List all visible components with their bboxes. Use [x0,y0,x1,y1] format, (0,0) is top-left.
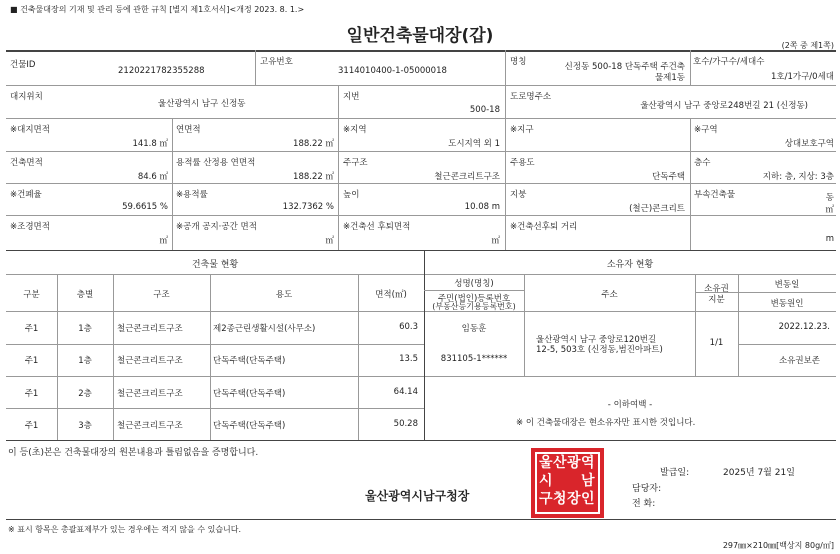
col-divider [338,118,339,250]
owner-change-reason: 소유권보존 [778,356,820,366]
section-divider [6,250,836,251]
owner-notice: ※ 이 건축물대장은 현소유자만 표시한 것입니다. [516,418,696,428]
area-label: ※구역 [694,125,718,135]
building-id-label: 건물ID [10,60,36,70]
row-divider [6,311,836,312]
public-space-label: ※공개 공지·공간 면적 [176,222,257,232]
col-divider [505,50,506,85]
cell-use: 단독주택(단독주택) [213,421,286,431]
owner-share: 1/1 [709,338,724,348]
col-change-reason: 변동원인 [770,299,804,309]
row-divider [424,290,524,291]
floors-value: 지하: 층, 지상: 3층 [762,172,834,182]
owner-address-line2: 12-5, 503호 (신정동,범진아파트) [536,345,663,355]
paper-size: 297㎜×210㎜[백상지 80g/㎡] [722,541,834,550]
row-divider [738,344,836,345]
setback-area-label: ※건축선 후퇴면적 [343,222,411,232]
blank-note: - 이하여백 - [607,400,653,410]
main-use-value: 단독주택 [652,172,685,182]
cell-floor: 3층 [78,421,92,431]
top-border [6,50,836,52]
owner-reg-no: 831105-1****** [440,354,508,364]
col-divider [338,85,339,118]
cell-structure: 철근콘크리트구조 [117,421,183,431]
zone-label: ※지역 [343,125,367,135]
annex-label: 부속건축물 [694,190,736,200]
landscape-unit: ㎡ [159,236,168,246]
cell-use: 단독주택(단독주택) [213,356,286,366]
row-divider [6,118,836,119]
bottom-border [6,519,836,520]
issuer-name: 울산광역시남구청장 [365,489,470,503]
land-area-label: ※대지면적 [10,125,50,135]
cell-floor: 1층 [78,324,92,334]
cell-area: 60.3 [399,322,418,332]
col-use: 용도 [275,290,293,300]
building-area-label: 건축면적 [10,158,43,168]
cell-division: 주1 [24,356,39,366]
owner-status-heading: 소유자 현황 [606,260,654,270]
row-divider [6,376,836,377]
site-location-label: 대지위치 [10,92,43,102]
name-label: 명칭 [510,57,527,67]
owner-change-date: 2022.12.23. [778,322,830,332]
col-divider [505,118,506,250]
setback-distance-label: ※건축선후퇴 거리 [510,222,578,232]
building-status-heading: 건축물 현황 [191,260,239,270]
floor-area-label: 연면적 [176,125,201,135]
bottom-note: ※ 표시 항목은 총괄표제부가 있는 경우에는 적지 않을 수 있습니다. [8,525,242,534]
col-divider [255,50,256,85]
far-label: ※용적률 [176,190,208,200]
cell-structure: 철근콘크리트구조 [117,324,183,334]
cell-division: 주1 [24,389,39,399]
cell-area: 50.28 [393,419,418,429]
col-area: 면적(㎡) [375,290,407,300]
owner-name: 임동훈 [461,324,487,334]
col-divider [172,118,173,250]
row-divider [6,215,836,216]
phone-label: 전 화: [632,499,656,509]
building-area-value: 84.6 ㎡ [137,172,168,182]
row-divider [6,151,836,152]
name-value-line2: 물제1동 [654,73,685,83]
building-id-value: 2120221782355288 [118,66,205,76]
roof-value: (철근)콘크리트 [629,204,685,214]
col-owner-name: 성명(명칭) [454,279,494,289]
official-seal: 울 산 광 역 시 남 구 청 장 인 [531,448,604,518]
land-area-value: 141.8 ㎡ [132,139,168,149]
issue-date-value: 2025년 7월 21일 [723,468,795,478]
person-in-charge-label: 담당자: [632,484,662,494]
name-value-line1: 신정동 500-18 단독주택 주건축 [564,62,685,72]
road-address-label: 도로명주소 [510,92,552,102]
col-owner-regno: 주민(법인)등록번호 [437,294,511,304]
col-structure: 구조 [153,290,170,300]
row-divider [6,408,424,409]
main-structure-label: 주구조 [343,158,368,168]
cell-use: 제2종근린생활시설(사무소) [213,324,316,334]
landscape-label: ※조경면적 [10,222,50,232]
cell-area: 64.14 [393,387,418,397]
bcr-value: 59.6615 % [122,202,168,212]
row-divider [6,183,836,184]
table-bottom [6,440,836,441]
cell-structure: 철근콘크리트구조 [117,356,183,366]
owner-address-line1: 울산광역시 남구 중앙로120번길 [536,335,657,345]
page-note: (2쪽 중 제1쪽) [781,41,834,50]
cell-use: 단독주택(단독주택) [213,389,286,399]
height-value: 10.08 m [464,202,500,212]
issue-date-label: 발급일: [660,468,690,478]
certification-text: 이 등(초)본은 건축물대장의 원본내용과 틀림없음을 증명합니다. [8,448,259,458]
cell-division: 주1 [24,324,39,334]
cell-division: 주1 [24,421,39,431]
col-address: 주소 [601,290,618,300]
cell-structure: 철근콘크리트구조 [117,389,183,399]
units-label: 호수/가구수/세대수 [693,57,765,67]
setback-distance-unit: m [825,234,834,244]
units-value: 1호/1가구/0세대 [770,72,834,82]
unique-no-label: 고유번호 [260,57,293,67]
col-divider [505,85,506,118]
col-share-2: 지분 [708,295,725,305]
annex-area-unit: ㎡ [825,205,834,215]
col-change-date: 변동일 [774,280,800,290]
col-floor: 층별 [76,290,94,300]
cell-floor: 1층 [78,356,92,366]
floor-area-value: 188.22 ㎡ [293,139,334,149]
main-structure-value: 철근콘크리트구조 [434,172,500,182]
public-space-unit: ㎡ [325,236,334,246]
floors-label: 층수 [694,158,711,168]
far-floor-area-label: 용적률 산정용 연면적 [176,158,256,168]
district-label: ※지구 [510,125,534,135]
main-use-label: 주용도 [510,158,535,168]
row-divider [6,274,836,275]
unique-no-value: 3114010400-1-05000018 [338,66,447,76]
col-division: 구분 [23,290,40,300]
area-value: 상대보호구역 [784,139,834,149]
col-divider [690,50,691,85]
document-title: 일반건축물대장(갑) [346,26,494,46]
site-location-value: 울산광역시 남구 신정동 [158,99,246,109]
roof-label: 지붕 [510,190,527,200]
lot-value: 500-18 [469,105,500,115]
col-divider [690,118,691,250]
cell-floor: 2층 [78,389,92,399]
col-share: 소유권 [704,284,729,294]
col-owner-regno-sub: (부동산등기용등록번호) [432,302,516,311]
height-label: 높이 [343,190,360,200]
row-divider [6,344,424,345]
row-divider [6,85,836,86]
setback-area-unit: ㎡ [491,236,500,246]
lot-label: 지번 [343,92,360,102]
annex-count-unit: 동 [825,193,834,203]
far-value: 132.7362 % [282,202,334,212]
road-address-value: 울산광역시 남구 중앙로248번길 21 (신정동) [640,101,808,111]
far-floor-area-value: 188.22 ㎡ [293,172,334,182]
bcr-label: ※건폐율 [10,190,42,200]
zone-value: 도시지역 외 1 [448,139,500,149]
law-note: ■ 건축물대장의 기재 및 관리 등에 관한 규칙 [별지 제1호서식]<개정 2023. 8. 1.> [10,5,305,14]
cell-area: 13.5 [399,354,418,364]
